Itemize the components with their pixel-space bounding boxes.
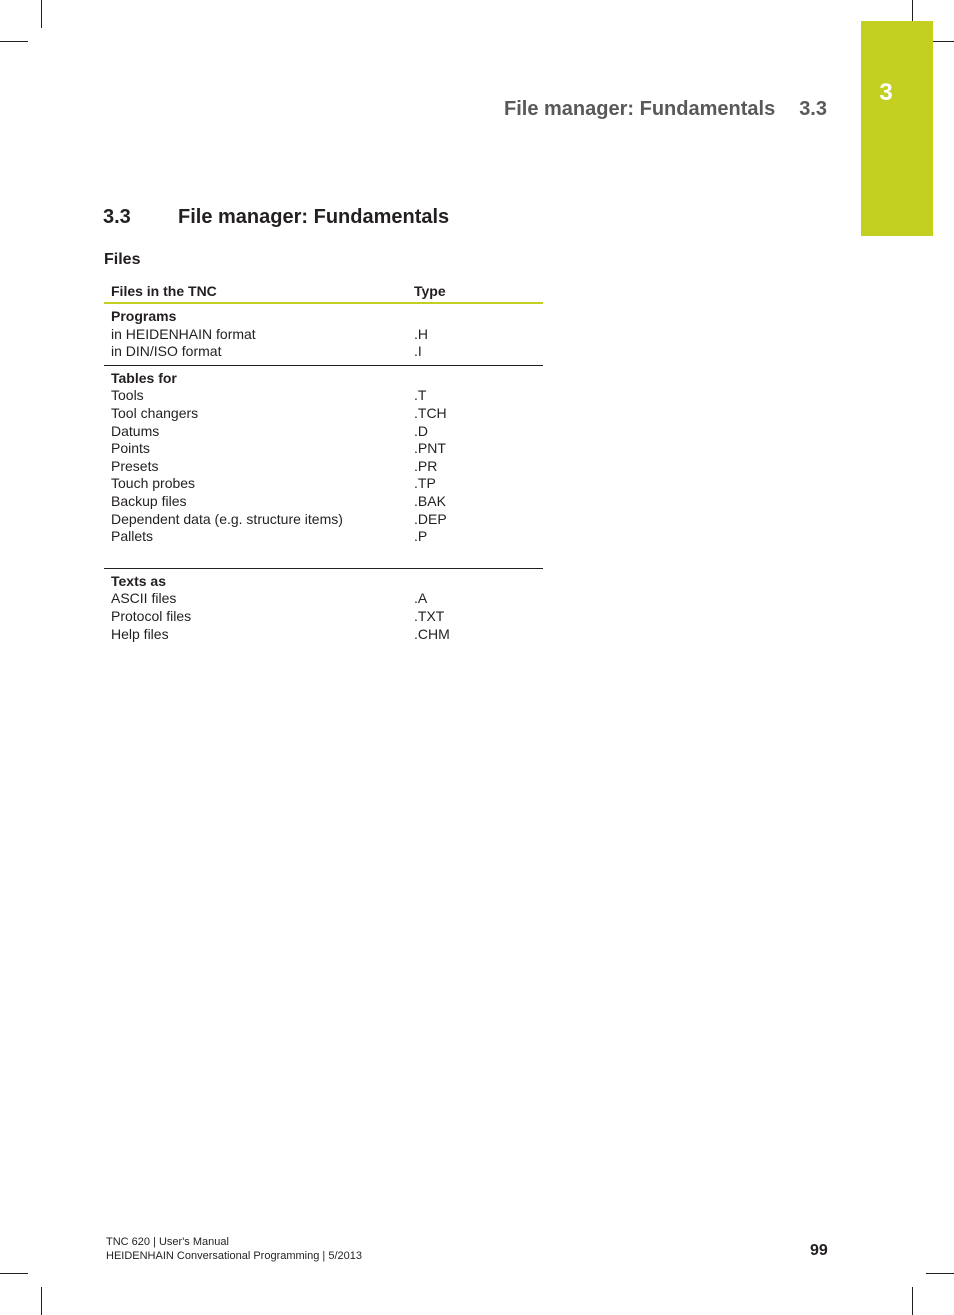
file-name: Datums xyxy=(111,422,160,439)
section-number: 3.3 xyxy=(103,206,131,228)
file-type: .D xyxy=(414,422,428,439)
file-types-table xyxy=(104,281,543,643)
file-names-cell xyxy=(104,365,407,568)
file-type: .TP xyxy=(414,475,436,492)
column-header: Type xyxy=(407,281,543,303)
page-number: 99 xyxy=(810,1242,828,1259)
running-header-title: File manager: Fundamentals xyxy=(504,98,776,120)
file-type: .PR xyxy=(414,457,438,474)
footer-manual-title: TNC 620 | User's Manual xyxy=(106,1236,229,1248)
file-type: .TCH xyxy=(414,404,447,421)
file-type: .TXT xyxy=(414,607,445,624)
table-row xyxy=(104,303,543,365)
file-name: Dependent data (e.g. structure items) xyxy=(111,510,343,527)
file-type: .DEP xyxy=(414,510,447,527)
table-header-row xyxy=(104,281,543,303)
file-type: .BAK xyxy=(414,492,446,509)
crop-mark xyxy=(41,0,42,28)
file-type: .A xyxy=(414,590,428,607)
chapter-tab xyxy=(861,21,933,236)
crop-mark xyxy=(0,41,28,42)
file-name: Help files xyxy=(111,625,169,642)
table-row xyxy=(104,568,543,643)
footer xyxy=(106,1235,362,1263)
file-type: .PNT xyxy=(414,440,446,457)
crop-mark xyxy=(926,1273,954,1274)
subheading: Files xyxy=(104,251,141,268)
file-name: ASCII files xyxy=(111,590,177,607)
file-types-cell xyxy=(407,303,543,365)
file-name: Pallets xyxy=(111,528,154,545)
file-type: .H xyxy=(414,325,428,342)
section-title xyxy=(103,206,449,229)
table-row xyxy=(104,365,543,568)
file-type: .T xyxy=(414,387,427,404)
file-name: Points xyxy=(111,440,150,457)
file-names-cell xyxy=(104,303,407,365)
file-name: Presets xyxy=(111,457,159,474)
file-name: Touch probes xyxy=(111,475,196,492)
file-name: Tool changers xyxy=(111,404,199,421)
crop-mark xyxy=(912,1287,913,1315)
file-type: .CHM xyxy=(414,625,450,642)
file-name: Backup files xyxy=(111,492,187,509)
file-name: in DIN/ISO format xyxy=(111,343,222,360)
footer-edition: HEIDENHAIN Conversational Programming | 5/2013 xyxy=(106,1250,362,1262)
file-name: Protocol files xyxy=(111,607,192,624)
file-name: in HEIDENHAIN format xyxy=(111,325,256,342)
group-title: Programs xyxy=(111,308,177,324)
running-header-number: 3.3 xyxy=(799,98,827,120)
file-name: Tools xyxy=(111,387,144,404)
running-header xyxy=(504,98,827,121)
file-types-cell xyxy=(407,568,543,643)
crop-mark xyxy=(41,1287,42,1315)
section-title-text: File manager: Fundamentals xyxy=(178,206,450,228)
column-header: Files in the TNC xyxy=(104,281,407,303)
file-type: .P xyxy=(414,528,428,545)
file-names-cell xyxy=(104,568,407,643)
group-title: Texts as xyxy=(111,572,166,589)
group-title: Tables for xyxy=(111,369,177,386)
file-type: .I xyxy=(414,343,422,360)
chapter-number: 3 xyxy=(879,79,893,106)
crop-mark xyxy=(0,1273,28,1274)
file-types-cell xyxy=(407,365,543,568)
